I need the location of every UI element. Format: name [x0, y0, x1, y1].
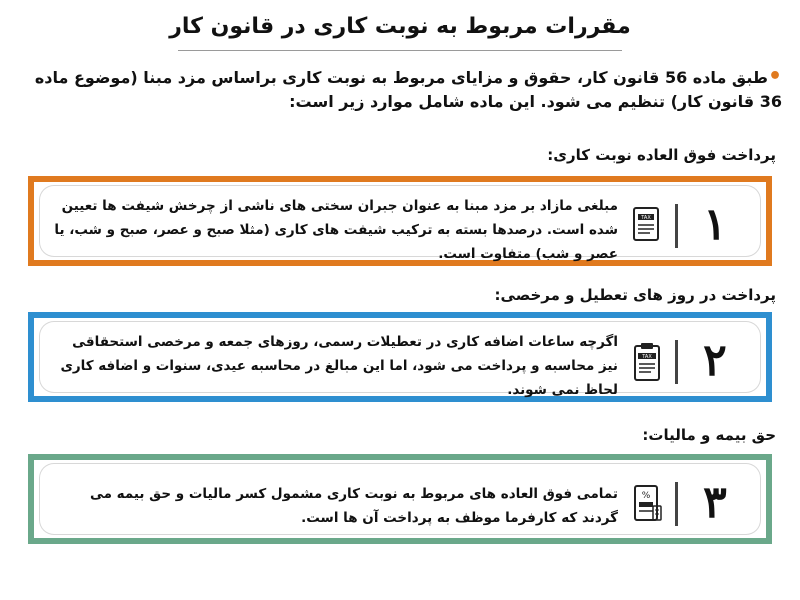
info-card-2 — [28, 312, 772, 402]
section-heading-2: پرداخت در روز های تعطیل و مرخصی: — [494, 286, 776, 304]
card-text-1: مبلغی مازاد بر مزد مبنا به عنوان جبران سختی های ناشی از چرخش شیفت ها تعیین شده است. درصدها بسته به ترکیب شیفت های کاری (مثلا صبح و عصر، صبح و شب، یا عصر و شب) متفاوت است. — [54, 198, 618, 262]
card-text-2: اگرچه ساعات اضافه کاری در تعطیلات رسمی، روزهای جمعه و مرخصی استحقاقی نیز محاسبه و پرداخت می شود، اما این مبالغ در محاسبه عیدی، سنوات و اضافه کاری لحاظ نمی شوند. — [60, 334, 618, 398]
intro-paragraph — [16, 66, 782, 114]
card-text-3: تمامی فوق العاده های مربوط به نوبت کاری مشمول کسر مالیات و حق بیمه می گردند که کارفرما موظف به پرداخت آن ها است. — [89, 486, 618, 526]
title-divider — [178, 50, 622, 51]
step-number-1: ۱ — [703, 198, 727, 250]
info-card-3 — [28, 454, 772, 544]
card-panel — [40, 186, 760, 262]
page-title: مقررات مربوط به نوبت کاری در قانون کار — [169, 14, 631, 39]
number-divider — [675, 482, 678, 526]
tax-clipboard-icon — [628, 340, 666, 384]
info-card-1 — [28, 176, 772, 266]
card-panel — [40, 464, 760, 534]
tax-percent-icon — [628, 482, 666, 526]
step-number-2: ۲ — [703, 334, 727, 386]
tax-document-icon — [628, 204, 666, 248]
number-divider — [675, 340, 678, 384]
section-heading-3: حق بیمه و مالیات: — [642, 426, 776, 444]
svg-text:%: % — [641, 491, 651, 501]
number-divider — [675, 204, 678, 248]
svg-text:TAX: TAX — [641, 215, 651, 221]
intro-text: طبق ماده 56 قانون کار، حقوق و مزایای مربوط به نوبت کاری براساس مزد مبنا (موضوع ماده 36 قانون کار) تنظیم می شود. این ماده شامل موارد زیر است: — [34, 68, 782, 111]
svg-text:TAX: TAX — [642, 354, 652, 360]
section-heading-1: پرداخت فوق العاده نوبت کاری: — [547, 146, 776, 164]
step-number-3: ۳ — [703, 476, 727, 528]
bullet-icon: • — [767, 64, 782, 89]
card-panel — [40, 322, 760, 398]
